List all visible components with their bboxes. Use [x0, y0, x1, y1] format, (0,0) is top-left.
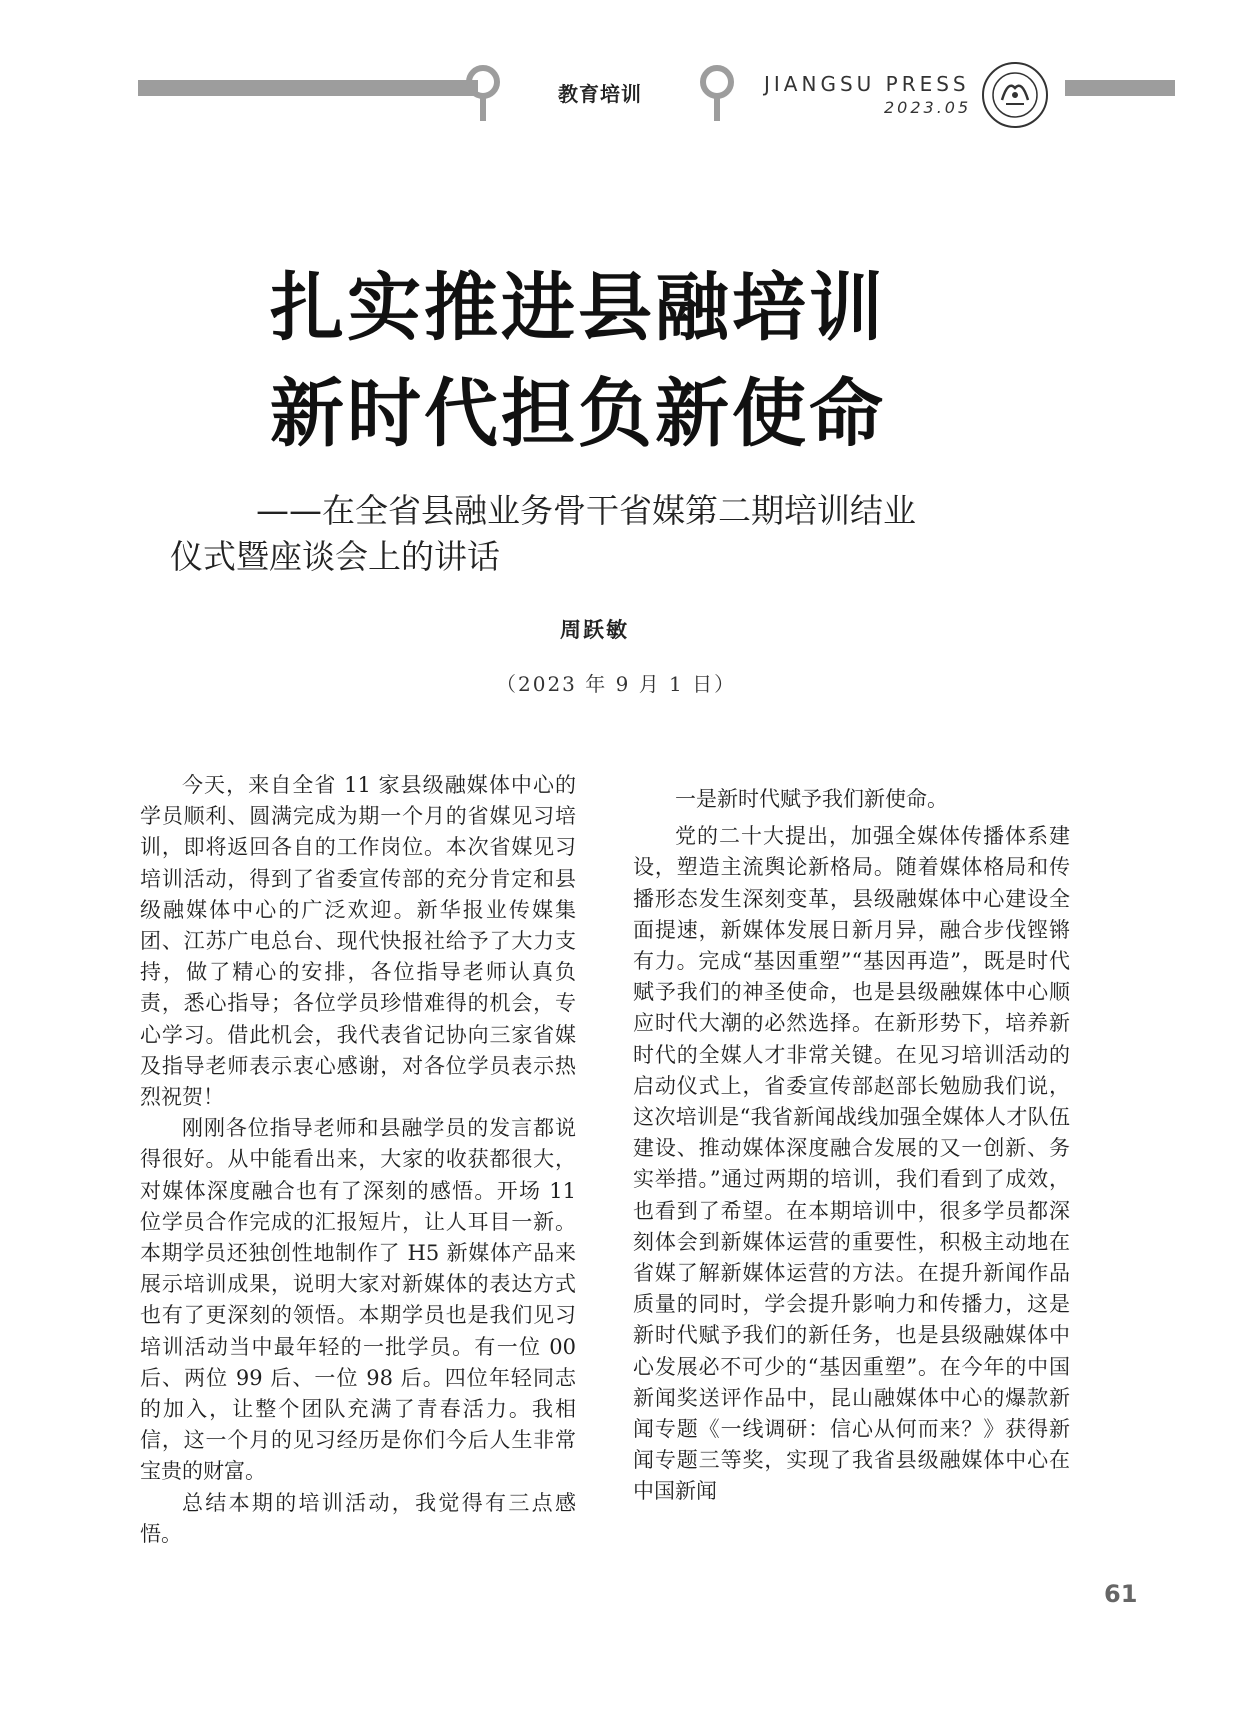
- subtitle-line: ——在全省县融业务骨干省媒第二期培训结业: [256, 491, 916, 530]
- section-label: 教育培训: [558, 82, 642, 106]
- paragraph: 总结本期的培训活动，我觉得有三点感悟。: [140, 1490, 576, 1546]
- paragraph: 刚刚各位指导老师和县融学员的发言都说得很好。从中能看出来，大家的收获都很大，对媒体深度融合也有了深刻的感悟。开场 11 位学员合作完成的汇报短片，让人耳目一新。本期学员还独创性地制作了 H5 新媒体产品来展示培训成果，说明大家对新媒体的表达方式也有了更深刻的领悟。本期学员也是我们见习培训活动当中最年轻的一批学员。有一位 00 后、两位 99 后、一位 98 后。四位年轻同志的加入，让整个团队充满了青春活力。我相信，这一个月的见习经历是你们今后人生非常宝贵的财富。: [140, 1116, 576, 1484]
- article-title: [270, 255, 1030, 467]
- title-line: 新时代担负新使命: [270, 371, 886, 457]
- header-bar-left: [138, 80, 478, 96]
- map-pin-icon: [466, 65, 500, 125]
- journal-seal-logo-icon: [980, 60, 1050, 130]
- journal-brand: JIANGSU PRESS: [764, 72, 970, 96]
- body-column-right: [633, 784, 1070, 1508]
- point-heading: 一是新时代赋予我们新使命。: [675, 787, 948, 811]
- paragraph: 党的二十大提出，加强全媒体传播体系建设，塑造主流舆论新格局。随着媒体格局和传播形态发生深刻变革，县级融媒体中心建设全面提速，新媒体发展日新月异，融合步伐铿锵有力。完成“基因重塑”“基因再造”，既是时代赋予我们的神圣使命，也是县级融媒体中心顺应时代大潮的必然选择。在新形势下，培养新时代的全媒人才非常关键。在见习培训活动的启动仪式上，省委宣传部赵部长勉励我们说，这次培训是“我省新闻战线加强全媒体人才队伍建设、推动媒体深度融合发展的又一创新、务实举措。”通过两期的培训，我们看到了成效，也看到了希望。在本期培训中，很多学员都深刻体会到新媒体运营的重要性，积极主动地在省媒了解新媒体运营的方法。在提升新闻作品质量的同时，学会提升影响力和传播力，这是新时代赋予我们的新任务，也是县级融媒体中心发展必不可少的“基因重塑”。在今年的中国新闻奖送评作品中，昆山融媒体中心的爆款新闻专题《一线调研：信心从何而来？》获得新闻专题三等奖，实现了我省县级融媒体中心在中国新闻: [633, 824, 1070, 1504]
- header-bar-right: [1065, 80, 1175, 96]
- body-column-left: [140, 770, 576, 1550]
- issue-number: 2023.05: [884, 98, 972, 117]
- article-subtitle: [170, 488, 1070, 580]
- speech-date: （2023 年 9 月 1 日）: [496, 672, 737, 696]
- title-line: 扎实推进县融培训: [270, 265, 886, 351]
- paragraph: 今天，来自全省 11 家县级融媒体中心的学员顺利、圆满完成为期一个月的省媒见习培训，即将返回各自的工作岗位。本次省媒见习培训活动，得到了省委宣传部的充分肯定和县级融媒体中心的广泛欢迎。新华报业传媒集团、江苏广电总台、现代快报社给予了大力支持，做了精心的安排，各位指导老师认真负责，悉心指导；各位学员珍惜难得的机会，专心学习。借此机会，我代表省记协向三家省媒及指导老师表示衷心感谢，对各位学员表示热烈祝贺！: [140, 773, 576, 1110]
- map-pin-icon: [700, 65, 734, 125]
- page-number: 61: [1104, 1580, 1138, 1608]
- subtitle-line: 仪式暨座谈会上的讲话: [170, 537, 500, 576]
- running-header: [0, 60, 1247, 140]
- author-name: 周跃敏: [560, 618, 629, 642]
